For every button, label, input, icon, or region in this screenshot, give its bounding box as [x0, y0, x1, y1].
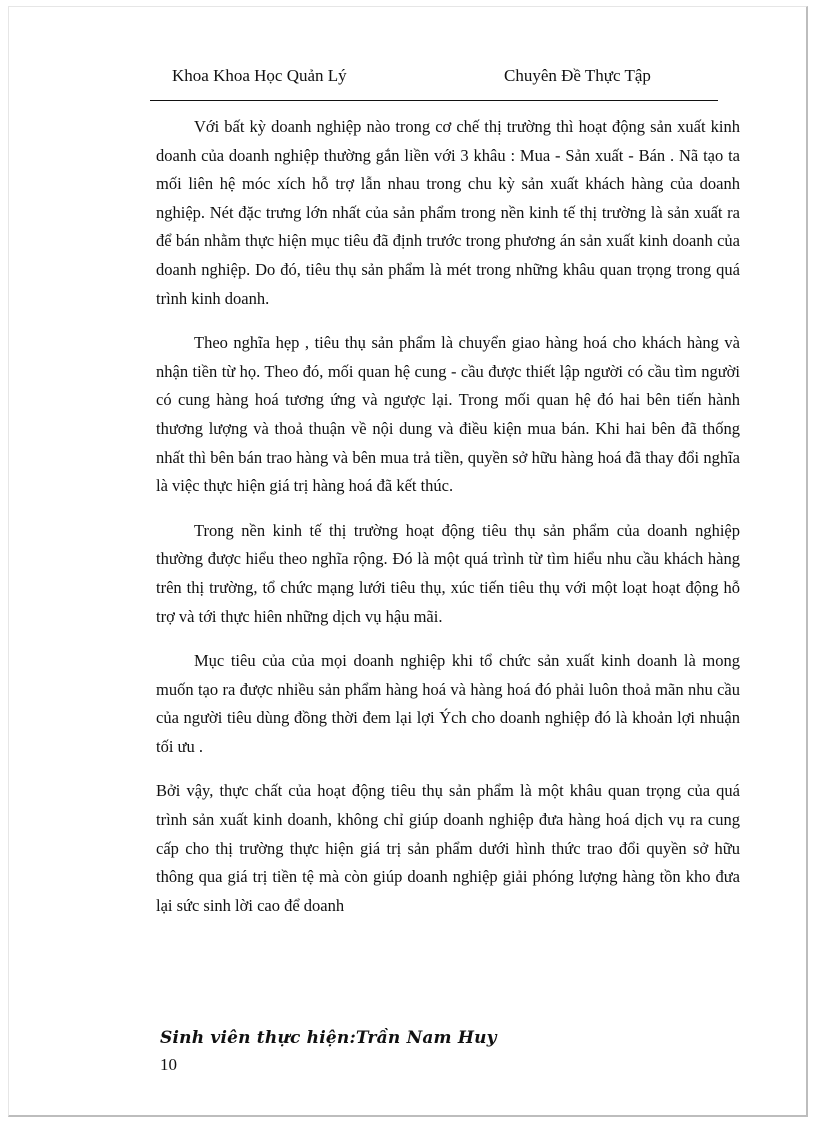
footer-signature: Sinh viên thực hiện:Trần Nam Huy [160, 1028, 497, 1048]
paragraph-3: Trong nền kinh tế thị trường hoạt động tiêu thụ sản phẩm của doanh nghiệp thường được hiểu theo nghĩa rộng. Đó là một quá trình từ tìm hiểu nhu cầu khách hàng trên thị trường, tổ chức mạng lưới tiêu thụ, xúc tiến tiêu thụ với một loạt hoạt động hỗ trợ và tới thực hiên những dịch vụ hậu mãi. [156, 520, 740, 626]
paragraph-2: Theo nghĩa hẹp , tiêu thụ sản phẩm là chuyển giao hàng hoá cho khách hàng và nhận tiền từ họ. Theo đó, mối quan hệ cung - cầu được thiết lập người có cầu tìm người có cung hàng hoá tương ứng và ngược lại. Trong mối quan hệ đó hai bên tiến hành thương lượng và thoả thuận về nội dung và điều kiện mua bán. Khi hai bên đã thống nhất thì bên bán trao hàng và bên mua trả tiền, quyền sở hữu hàng hoá đã thay đổi nghĩa là việc thực hiện giá trị hàng hoá đã kết thúc. [156, 333, 740, 496]
paragraph-5: Bởi vậy, thực chất của hoạt động tiêu thụ sản phẩm là một khâu quan trọng của quá trình sản xuất kinh doanh, không chỉ giúp doanh nghiệp đưa hàng hoá dịch vụ ra cung cấp cho thị trường thực hiện giá trị sản phẩm dưới hình thức trao đổi quyền sở hữu thông qua giá trị tiền tệ mà còn giúp doanh nghiệp giải phóng lượng hàng tồn kho đưa lại sức sinh lời cao để doanh [156, 781, 740, 915]
document-body [156, 113, 740, 936]
header-document-type: Chuyên Đề Thực Tập [504, 66, 651, 85]
page-header [160, 66, 720, 92]
header-rule [150, 100, 718, 101]
paragraph-4: Mục tiêu của của mọi doanh nghiệp khi tổ chức sản xuất kinh doanh là mong muốn tạo ra được nhiều sản phẩm hàng hoá và hàng hoá đó phải luôn thoả mãn nhu cầu của người tiêu dùng đồng thời đem lại lợi Ých cho doanh nghiệp đó là khoản lợi nhuận tối ưu . [156, 651, 740, 756]
page-number: 10 [160, 1055, 177, 1074]
paragraph-1: Với bất kỳ doanh nghiệp nào trong cơ chế thị trường thì hoạt động sản xuất kinh doanh của doanh nghiệp thường gắn liền với 3 khâu : Mua - Sản xuất - Bán . Nã tạo ta mối liên hệ móc xích hỗ trợ lẫn nhau trong chu kỳ sản xuất khách hàng của doanh nghiệp. Nét đặc trưng lớn nhất của sản phẩm trong nền kinh tế thị trường là sản xuất ra để bán nhằm thực hiện mục tiêu đã định trước trong phương án sản xuất kinh doanh của doanh nghiệp. Do đó, tiêu thụ sản phẩm là mét trong những khâu quan trọng trong quá trình kinh doanh. [156, 117, 740, 308]
header-faculty: Khoa Khoa Học Quản Lý [172, 66, 347, 85]
